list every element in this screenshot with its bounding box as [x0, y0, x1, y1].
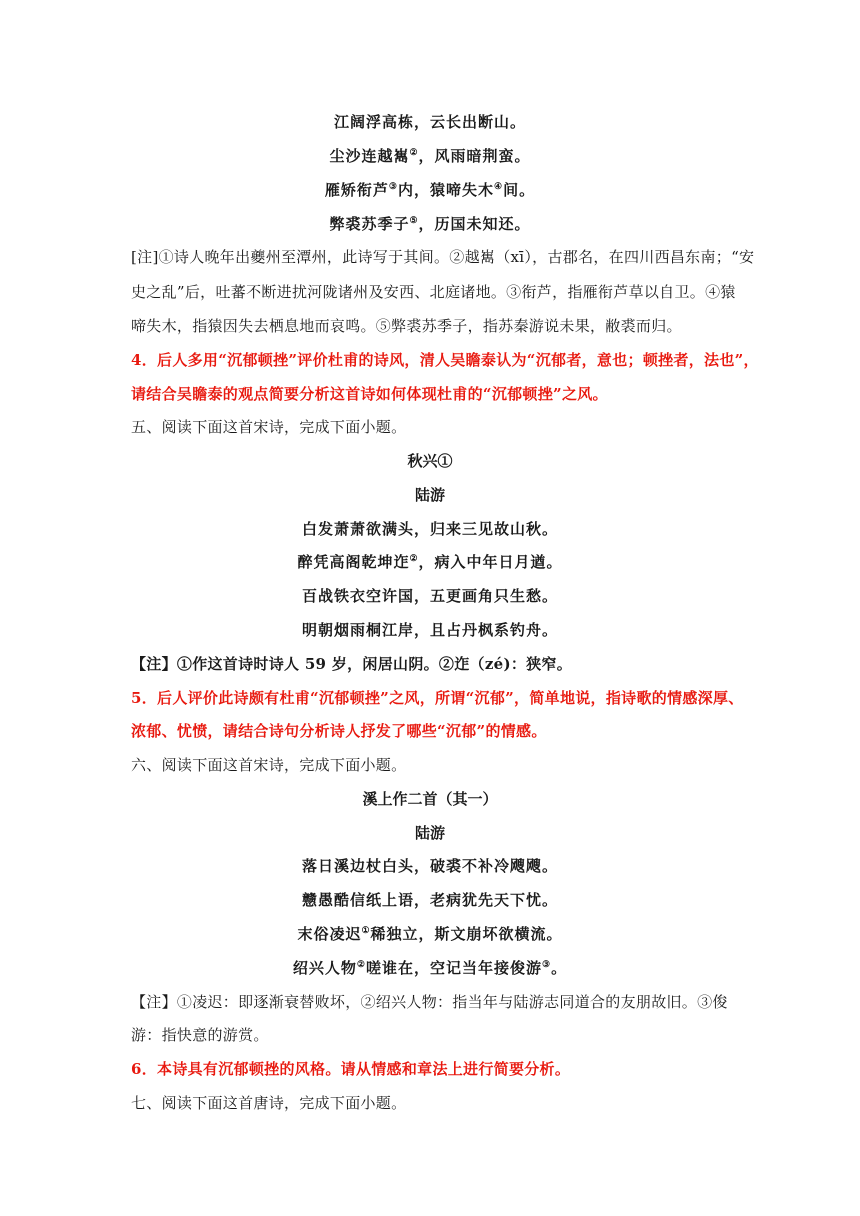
section6-poem-line-4: 绍兴人物②嗟谁在，空记当年接俊游③。 [292, 959, 568, 977]
question-6: 6．本诗具有沉郁顿挫的风格。请从情感和章法上进行简要分析。 [131, 1060, 571, 1078]
question-4-line-1: 4．后人多用“沉郁顿挫”评价杜甫的诗风，清人吴瞻泰认为“沉郁者，意也；顿挫者，法也”， [131, 351, 759, 369]
question-5-line-1: 5．后人评价此诗颇有杜甫“沉郁顿挫”之风，所谓“沉郁”，简单地说，指诗歌的情感深厚、 [131, 689, 744, 707]
section6-heading: 六、阅读下面这首宋诗，完成下面小题。 [131, 756, 407, 774]
section6-note-line-2: 游：指快意的游赏。 [131, 1026, 269, 1044]
section6-poem-line-1: 落日溪边杖白头，破裘不补冷飕飕。 [301, 857, 558, 875]
poem1-note-line-1: [注]①诗人晚年出夔州至潭州，此诗写于其间。②越嶲（xī），古郡名，在四川西昌东南；“安 [131, 248, 755, 266]
poem1-line-2: 尘沙连越嶲②，风雨暗荆蛮。 [329, 147, 531, 165]
section5-poem-title: 秋兴① [407, 452, 453, 470]
question-4-line-2: 请结合吴瞻泰的观点简要分析这首诗如何体现杜甫的“沉郁顿挫”之风。 [131, 385, 608, 403]
section6-poem-title: 溪上作二首（其一） [362, 790, 498, 808]
section5-poem-line-3: 百战铁衣空许国，五更画角只生愁。 [301, 587, 558, 605]
poem1-note-line-2: 史之乱”后，吐蕃不断进扰河陇诸州及安西、北庭诸地。③衔芦，指雁衔芦草以自卫。④猿 [131, 283, 736, 301]
section6-poem-line-3: 末俗凌迟①稀独立，斯文崩坏欲横流。 [297, 925, 563, 943]
section5-poem-line-4: 明朝烟雨桐江岸，且占丹枫系钓舟。 [301, 621, 558, 639]
section5-poem-line-1: 白发萧萧欲满头，归来三见故山秋。 [301, 520, 558, 538]
section5-poem-line-2: 醉凭高阁乾坤迮②，病入中年日月遒。 [297, 553, 563, 571]
section5-poem-author: 陆游 [414, 486, 445, 504]
poem1-line-1: 江阔浮高栋，云长出断山。 [333, 113, 526, 131]
poem1-line-3: 雁矫衔芦③内，猿啼失木④间。 [324, 181, 536, 199]
section5-heading: 五、阅读下面这首宋诗，完成下面小题。 [131, 418, 407, 436]
poem1-note-line-3: 啼失木，指猿因失去栖息地而哀鸣。⑤弊裘苏季子，指苏秦游说未果，敝裘而归。 [131, 317, 682, 335]
section5-note: 【注】①作这首诗时诗人 59 岁，闲居山阴。②迮（zé)：狭窄。 [131, 655, 573, 673]
poem1-line-4: 弊裘苏季子⑤，历国未知还。 [329, 215, 531, 233]
section6-note-line-1: 【注】①凌迟：即逐渐衰替败坏，②绍兴人物：指当年与陆游志同道合的友朋故旧。③俊 [131, 993, 728, 1011]
section6-poem-line-2: 戆愚酷信纸上语，老病犹先天下忧。 [301, 891, 558, 909]
section6-poem-author: 陆游 [414, 824, 445, 842]
section7-heading: 七、阅读下面这首唐诗，完成下面小题。 [131, 1094, 407, 1112]
question-5-line-2: 浓郁、忧愤，请结合诗句分析诗人抒发了哪些“沉郁”的情感。 [131, 722, 547, 740]
